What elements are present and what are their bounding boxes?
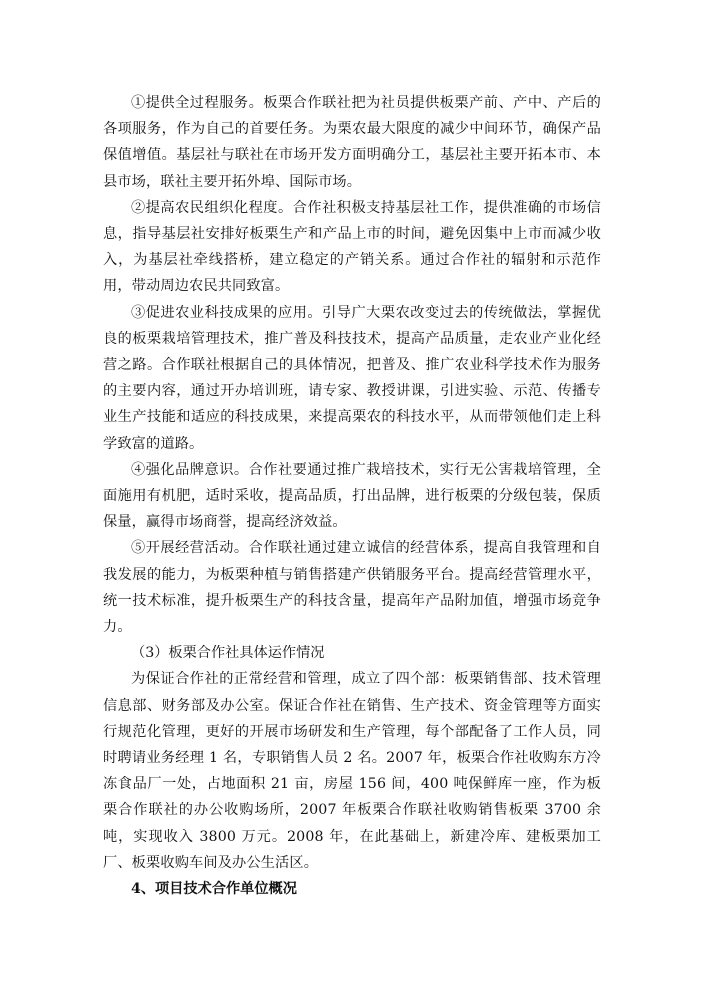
paragraph-organization-level: ②提高农民组织化程度。合作社积极支持基层社工作，提供准确的市场信息，指导基层社安排好板栗生产和产品上市的时间，避免因集中上市而减少收入，为基层社牵线搭桥，建立稳定的产销关系。通过合作社的辐射和示范作用，带动周边农民共同致富。: [103, 199, 601, 295]
section-heading: 4、项目技术合作单位概况: [131, 881, 297, 898]
section-subheading: （3）板栗合作社具体运作情况: [131, 645, 325, 662]
paragraph-brand-awareness: ④强化品牌意识。合作社要通过推广栽培技术，实行无公害栽培管理，全面施用有机肥，适时采收，提高品质，打出品牌，进行板栗的分级包装，保质保量，赢得市场商誉，提高经济效益。: [103, 461, 601, 531]
paragraph-technology-application: ③促进农业科技成果的应用。引导广大栗农改变过去的传统做法，掌握优良的板栗栽培管理技术，推广普及科技技术，提高产品质量，走农业产业化经营之路。合作联社根据自己的具体情况，把普及、推广农业科学技术作为服务的主要内容，通过开办培训班，请专家、教授讲课，引进实验、示范、传播专业生产技能和适应的科技成果，来提高栗农的科技水平，从而带领他们走上科学致富的道路。: [103, 304, 601, 452]
paragraph-full-process-service: ①提供全过程服务。板栗合作联社把为社员提供板栗产前、产中、产后的各项服务，作为自己的首要任务。为栗农最大限度的减少中间环节，确保产品保值增值。基层社与联社在市场开发方面明确分工，基层社主要开拓本市、本县市场，联社主要开拓外埠、国际市场。: [103, 95, 601, 190]
paragraph-business-activities: ⑤开展经营活动。合作联社通过建立诚信的经营体系，提高自我管理和自我发展的能力，为板栗种植与销售搭建产供销服务平台。提高经营管理水平，统一技术标准，提升板栗生产的科技含量，提高年产品附加值，增强市场竞争力。: [103, 540, 601, 636]
document-body: [103, 90, 601, 902]
paragraph-operations: 为保证合作社的正常经营和管理，成立了四个部：板栗销售部、技术管理信息部、财务部及办公室。保证合作社在销售、生产技术、资金管理等方面实行规范化管理，更好的开展市场研发和生产管理，每个部配备了工作人员，同时聘请业务经理 1 名，专职销售人员 2 名。2007 年，板栗合作社收购东方冷冻食品厂一处，占地面积 21 亩，房屋 156 间，400 吨保鲜库一座，作为板栗合作联社的办公收购场所，2007 年板栗合作联社收购销售板栗 3700 余吨，实现收入 3800 万元。2008 年，在此基础上，新建冷库、建板栗加工厂、板栗收购车间及办公生活区。: [103, 671, 601, 871]
